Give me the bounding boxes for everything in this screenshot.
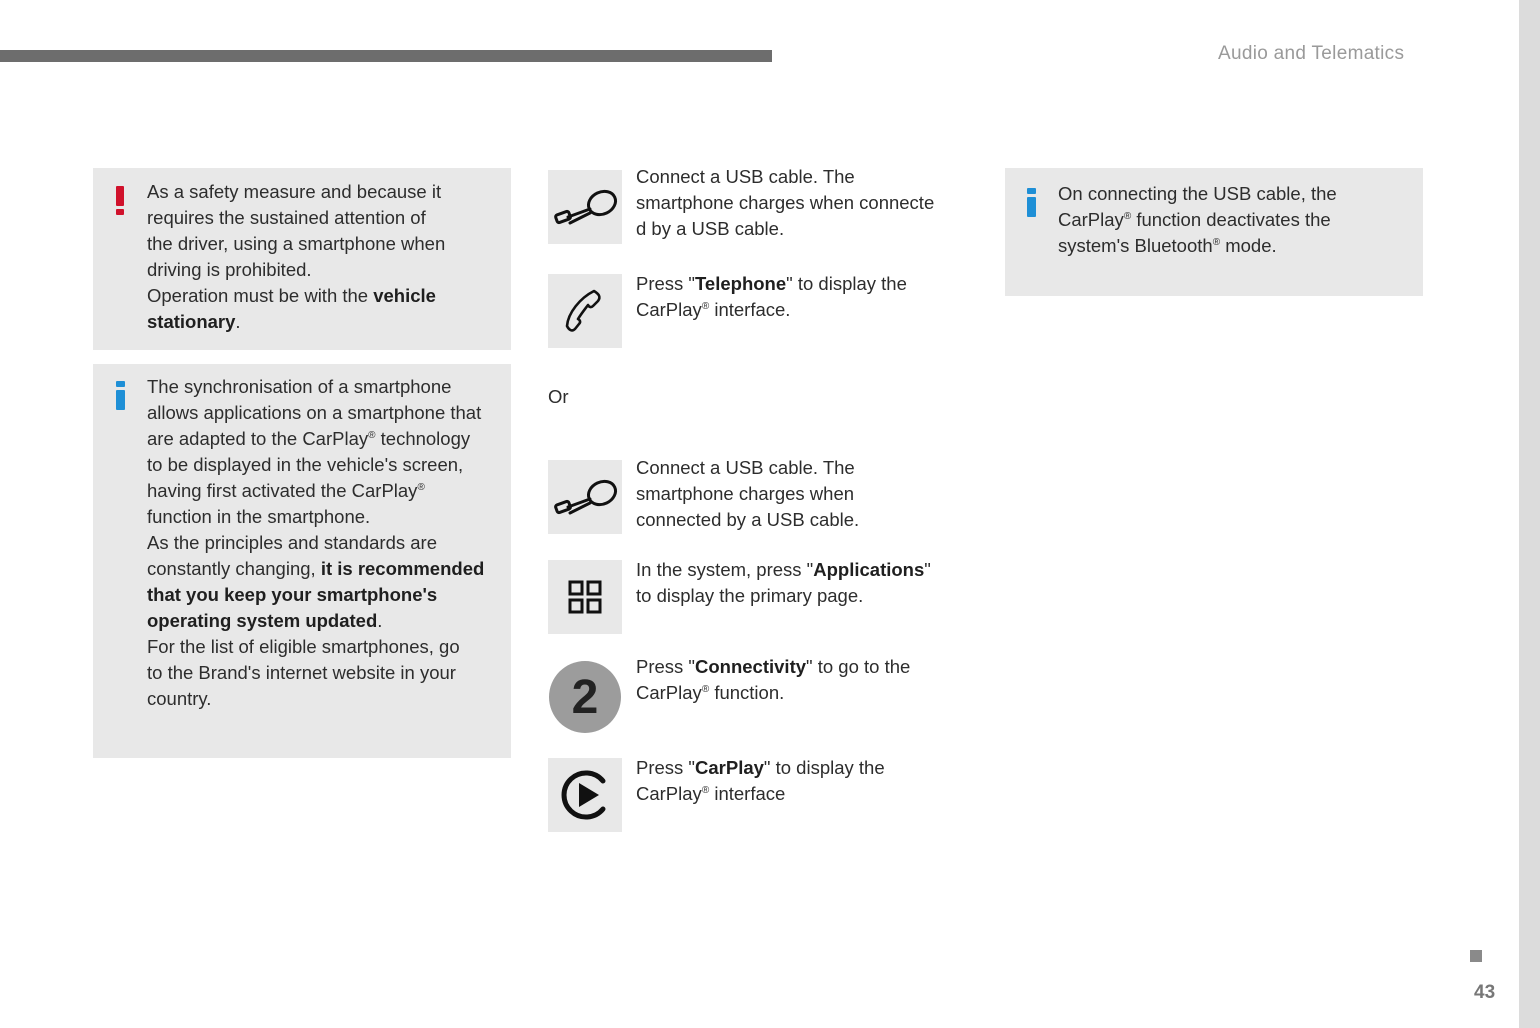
step-connect-usb-1: Connect a USB cable. The smartphone charges when connecte d by a USB cable. (636, 166, 935, 239)
bluetooth-note-text: On connecting the USB cable, the CarPlay® function deactivates the system's Bluetooth® mode. (1058, 183, 1337, 256)
exclamation-icon (116, 186, 124, 215)
warning-note-text: As a safety measure and because it requires the sustained attention of the driver, using a smartphone when driving is prohibited. Operation must be with the vehicle stationary. (147, 181, 446, 332)
or-label: Or (548, 386, 569, 407)
step-press-carplay: Press "CarPlay" to display the CarPlay® interface (636, 757, 885, 804)
usb-cable-icon (548, 460, 622, 534)
section-title: Audio and Telematics (1218, 43, 1405, 64)
info-note-text: The synchronisation of a smartphone allows applications on a smartphone that are adapted to the CarPlay® technology to be displayed in the vehicle's screen, having first activated the CarPlay® function in the smartphone. As the principles and standards are constantly changing, it is recommended that you keep your smartphone's operating system updated. For the list of eligible smartphones, go to the Brand's internet website in your country. (147, 376, 485, 709)
step-connect-usb-2: Connect a USB cable. The smartphone charges when connected by a USB cable. (636, 457, 860, 530)
info-icon (1027, 188, 1036, 217)
step-press-applications: In the system, press "Applications" to display the primary page. (636, 559, 931, 606)
header-rule (0, 50, 772, 62)
page-marker (1470, 950, 1482, 962)
applications-grid-icon (548, 560, 622, 634)
step-press-connectivity: Press "Connectivity" to go to the CarPlay® function. (636, 656, 911, 703)
page-edge-strip (1519, 0, 1540, 1028)
number-2-icon: 2 (548, 660, 622, 734)
step-press-telephone: Press "Telephone" to display the CarPlay® interface. (636, 273, 907, 320)
carplay-play-icon (548, 758, 622, 832)
usb-cable-icon (548, 170, 622, 244)
info-icon (116, 381, 125, 410)
telephone-icon (548, 274, 622, 348)
page-number: 43 (1474, 982, 1496, 1003)
